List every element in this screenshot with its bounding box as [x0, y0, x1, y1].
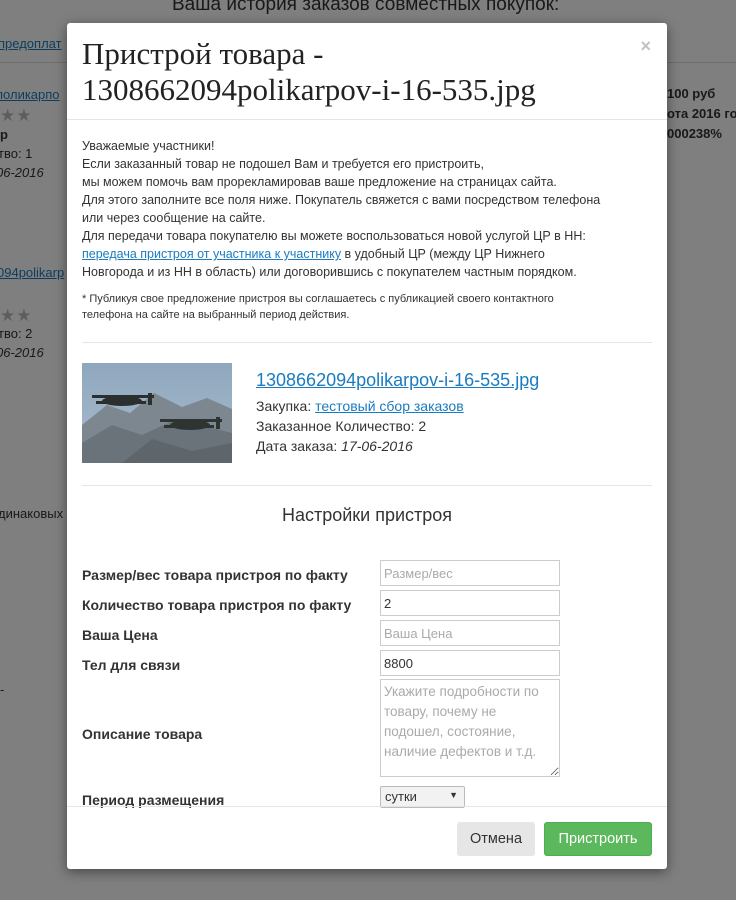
modal-body	[82, 120, 652, 808]
intro-text	[82, 137, 652, 281]
intro-line: Для этого заполните все поля ниже. Покупатель свяжется с вами посредством телефона	[82, 193, 601, 207]
modal-footer	[67, 806, 667, 869]
close-button[interactable]: ×	[640, 36, 651, 56]
period-label: Период размещения	[82, 792, 225, 808]
order-date-line	[256, 436, 539, 456]
order-date-label: Дата заказа:	[256, 438, 342, 454]
divider	[82, 342, 652, 343]
cancel-button[interactable]: Отмена	[457, 822, 535, 856]
settings-title: Настройки пристроя	[281, 505, 453, 525]
intro-line: Если заказанный товар не подошел Вам и требуется его пристроить,	[82, 157, 484, 171]
note-line: телефона на сайте на выбранный период действия.	[82, 309, 350, 321]
description-label: Описание товара	[82, 726, 203, 742]
period-selected-value: сутки	[385, 789, 417, 804]
quantity-input[interactable]	[380, 590, 560, 616]
note-line: * Публикуя свое предложение пристроя вы соглашаетесь с публикацией своего контактного	[82, 293, 554, 305]
airplane-photo-icon	[82, 363, 232, 463]
intro-line: или через сообщение на сайте.	[82, 211, 266, 225]
order-item	[82, 363, 652, 463]
intro-line: Для передачи товара покупателю вы можете воспользоваться новой услугой ЦР в НН:	[82, 229, 586, 243]
purchase-line	[256, 396, 539, 416]
size-input[interactable]	[380, 560, 560, 586]
intro-line	[82, 245, 652, 263]
item-info	[256, 369, 539, 456]
intro-line: Уважаемые участники!	[82, 139, 215, 153]
price-input[interactable]	[380, 620, 560, 646]
ordered-quantity: Заказанное Количество: 2	[256, 418, 427, 434]
submit-button[interactable]: Пристроить	[544, 822, 652, 856]
publication-note	[82, 291, 652, 323]
purchase-label: Закупка:	[256, 398, 316, 414]
intro-line-text: в удобный ЦР (между ЦР Нижнего	[341, 247, 545, 261]
transfer-service-link[interactable]: передача пристроя от участника к участнику	[82, 247, 342, 261]
purchase-link[interactable]: тестовый сбор заказов	[315, 398, 464, 414]
product-thumbnail[interactable]	[82, 363, 232, 463]
resale-modal	[67, 23, 667, 869]
modal-title: Пристрой товара - 1308662094polikarpov-i-16-535.jpg	[82, 36, 536, 107]
phone-label: Тел для связи	[82, 657, 181, 673]
modal-header	[67, 23, 667, 120]
quantity-label: Количество товара пристроя по факту	[82, 597, 352, 613]
order-date-value: 17-06-2016	[341, 438, 413, 454]
dropdown-arrow-icon: ▼	[449, 790, 458, 800]
size-label: Размер/вес товара пристроя по факту	[82, 567, 348, 583]
intro-line: мы можем помочь вам прорекламировав ваше предложение на страницах сайта.	[82, 175, 557, 189]
period-select[interactable]	[380, 786, 465, 808]
phone-input[interactable]	[380, 650, 560, 676]
price-label: Ваша Цена	[82, 627, 158, 643]
intro-line: Новгорода и из НН в область) или договорившись с покупателем частным порядком.	[82, 265, 577, 279]
item-filename-link[interactable]: 1308662094polikarpov-i-16-535.jpg	[256, 370, 540, 390]
divider	[82, 485, 652, 486]
description-textarea[interactable]	[380, 679, 560, 777]
